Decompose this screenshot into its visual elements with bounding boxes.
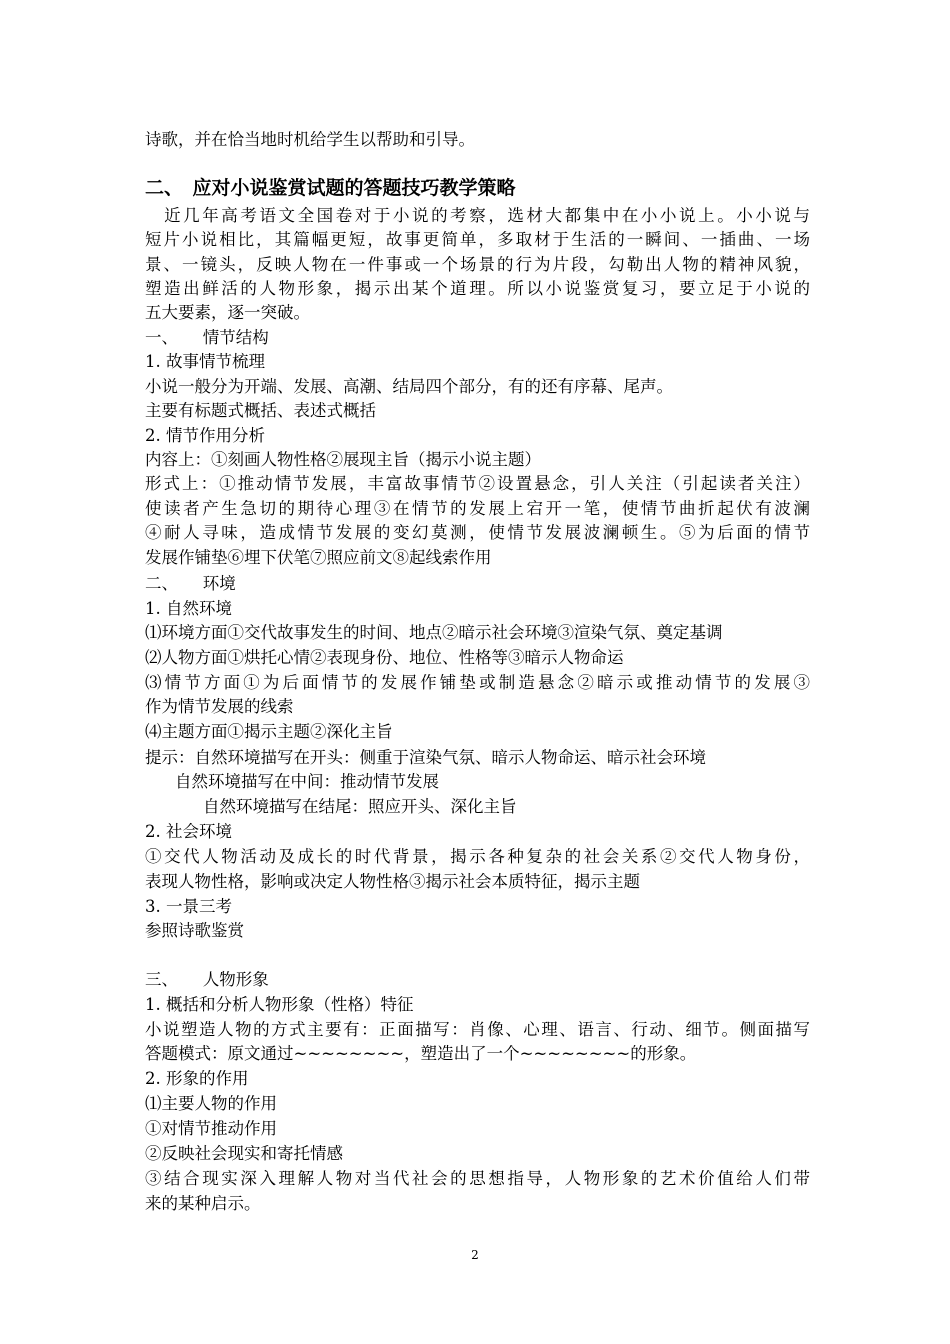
item-title: 2. 情节作用分析 [145, 426, 265, 445]
subsection-title: 三、 人物形象 [145, 970, 269, 989]
tip-line: 自然环境描写在中间：推动情节发展 [175, 772, 439, 791]
text-line: ④耐人寻味，造成情节发展的变幻莫测，使情节发展波澜顿生。⑤为后面的情节 [145, 523, 810, 542]
text-line: 参照诗歌鉴赏 [145, 921, 244, 940]
subsection-title: 二、 环境 [145, 574, 236, 593]
subsection-title: 一、 情节结构 [145, 328, 269, 347]
section-heading: 二、 应对小说鉴赏试题的答题技巧教学策略 [145, 177, 516, 199]
item-title: 3. 一景三考 [145, 897, 232, 916]
text-line: 答题模式：原文通过~~~~~~~~，塑造出了一个~~~~~~~~的形象。 [145, 1044, 697, 1063]
tip-line: 提示：自然环境描写在开头：侧重于渲染气氛、暗示人物命运、暗示社会环境 [145, 748, 706, 767]
text-line: 作为情节发展的线索 [145, 697, 294, 716]
text-line: 主要有标题式概括、表述式概括 [145, 401, 376, 420]
text-line: ①对情节推动作用 [145, 1119, 277, 1138]
item-title: 1. 自然环境 [145, 599, 232, 618]
text-line: ⑷主题方面①揭示主题②深化主旨 [145, 722, 393, 741]
text-line: 景、一镜头，反映人物在一件事或一个场景的行为片段，勾勒出人物的精神风貌， [145, 255, 810, 274]
item-title: 1. 故事情节梳理 [145, 352, 265, 371]
text-line: ⑶情节方面①为后面情节的发展作铺垫或制造悬念②暗示或推动情节的发展③ [145, 673, 810, 692]
text-line: 短片小说相比，其篇幅更短，故事更简单，多取材于生活的一瞬间、一插曲、一场 [145, 230, 810, 249]
tip-line: 自然环境描写在结尾：照应开头、深化主旨 [203, 797, 517, 816]
item-title: 1. 概括和分析人物形象（性格）特征 [145, 995, 414, 1014]
text-line: 诗歌，并在恰当地时机给学生以帮助和引导。 [145, 130, 475, 149]
text-line: 五大要素，逐一突破。 [145, 303, 310, 322]
text-line: 塑造出鲜活的人物形象，揭示出某个道理。所以小说鉴赏复习，要立足于小说的 [145, 279, 810, 298]
text-line: 来的某种启示。 [145, 1194, 261, 1213]
text-line: 小说塑造人物的方式主要有：正面描写：肖像、心理、语言、行动、细节。侧面描写 [145, 1020, 810, 1039]
text-line: ②反映社会现实和寄托情感 [145, 1144, 343, 1163]
text-line: ③结合现实深入理解人物对当代社会的思想指导，人物形象的艺术价值给人们带 [145, 1169, 810, 1188]
text-line: ⑴主要人物的作用 [145, 1094, 277, 1113]
text-line: 发展作铺垫⑥埋下伏笔⑦照应前文⑧起线索作用 [145, 548, 492, 567]
text-line: 小说一般分为开端、发展、高潮、结局四个部分，有的还有序幕、尾声。 [145, 377, 673, 396]
text-line: 形式上：①推动情节发展，丰富故事情节②设置悬念，引人关注（引起读者关注） [145, 474, 810, 493]
text-line: ①交代人物活动及成长的时代背景，揭示各种复杂的社会关系②交代人物身份， [145, 847, 810, 866]
item-title: 2. 社会环境 [145, 822, 232, 841]
text-line: 近几年高考语文全国卷对于小说的考察，选材大都集中在小小说上。小小说与 [145, 206, 810, 225]
text-line: ⑵人物方面①烘托心情②表现身份、地位、性格等③暗示人物命运 [145, 648, 624, 667]
text-line: 表现人物性格，影响或决定人物性格③揭示社会本质特征，揭示主题 [145, 872, 640, 891]
text-line: 内容上：①刻画人物性格②展现主旨（揭示小说主题） [145, 450, 541, 469]
text-line: 使读者产生急切的期待心理③在情节的发展上宕开一笔，使情节曲折起伏有波澜 [145, 499, 810, 518]
item-title: 2. 形象的作用 [145, 1069, 249, 1088]
text-line: ⑴环境方面①交代故事发生的时间、地点②暗示社会环境③渲染气氛、奠定基调 [145, 623, 723, 642]
page-number: 2 [471, 1248, 479, 1262]
